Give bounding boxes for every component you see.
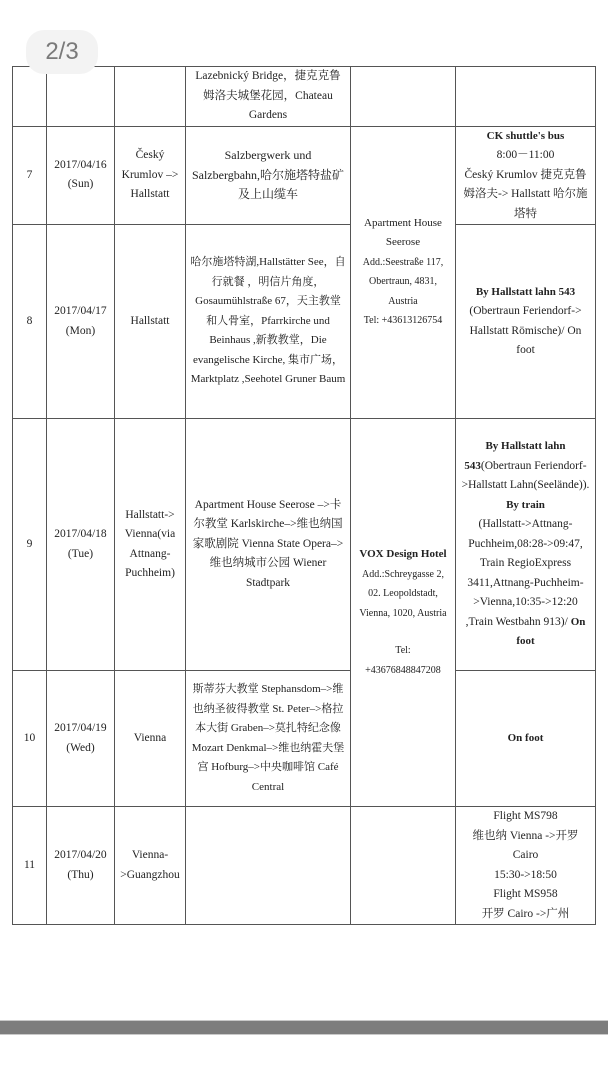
- page-indicator: 2/3: [26, 30, 98, 74]
- table-row: [13, 419, 596, 671]
- day-number-cell: 11: [13, 807, 47, 925]
- date-text: 2017/04/20: [54, 849, 107, 861]
- date-cell: [47, 126, 115, 225]
- transport-bold: On foot: [516, 615, 586, 648]
- transport-text: (Obertraun Feriendorf->Hallstatt Lahn(Seelände)).: [461, 459, 590, 492]
- date-cell: [47, 419, 115, 671]
- day-number-cell: [13, 67, 47, 127]
- transport-cell: [456, 67, 596, 127]
- date-cell: [47, 67, 115, 127]
- transport-detail: Český Krumlov 捷克克鲁姆洛夫-> Hallstatt 哈尔施塔特: [463, 168, 588, 220]
- weekday-text: (Thu): [67, 868, 94, 881]
- route-cell: Hallstatt: [115, 225, 186, 419]
- route-cell: Vienna: [115, 671, 186, 807]
- day-number-cell: 8: [13, 225, 47, 419]
- transport-cell: [456, 126, 596, 225]
- transport-title: CK shuttle's bus: [486, 129, 565, 142]
- table-row: [13, 126, 596, 225]
- date-text: 2017/04/18: [54, 528, 107, 540]
- date-cell: [47, 807, 115, 925]
- table-row: [13, 671, 596, 807]
- transport-bold: By Hallstatt lahn 543: [464, 440, 566, 472]
- flight-number: Flight MS958: [493, 888, 558, 900]
- weekday-text: (Sun): [67, 178, 94, 191]
- hotel-phone-label: Tel:: [395, 645, 411, 656]
- sights-cell: Salzbergwerk und Salzbergbahn,哈尔施塔特盐矿及上山缆车: [186, 126, 351, 225]
- transport-cell: [456, 225, 596, 419]
- route-cell: Hallstatt-> Vienna(via Attnang-Puchheim): [115, 419, 186, 671]
- date-text: 2017/04/17: [54, 305, 107, 317]
- hotel-cell: [351, 67, 456, 127]
- day-number-cell: 10: [13, 671, 47, 807]
- transport-cell: [456, 807, 596, 925]
- route-cell: Vienna->Guangzhou: [115, 807, 186, 925]
- transport-title: By Hallstatt lahn 543: [475, 285, 576, 298]
- day-number-cell: 7: [13, 126, 47, 225]
- hotel-cell-vox: [351, 419, 456, 807]
- transport-text: On foot: [507, 731, 544, 744]
- flight-leg: 维也纳 Vienna ->开罗 Cairo: [472, 829, 579, 861]
- transport-bold: By train: [506, 498, 545, 511]
- day-number-cell: 9: [13, 419, 47, 671]
- hotel-phone: +43676848847208: [365, 664, 441, 676]
- transport-detail: (Obertraun Feriendorf->: [469, 305, 582, 317]
- date-text: 2017/04/16: [54, 158, 107, 171]
- transport-detail: Hallstatt Römische)/ On foot: [469, 324, 582, 356]
- weekday-text: (Mon): [65, 324, 96, 337]
- horizontal-scrollbar[interactable]: [0, 1020, 608, 1035]
- sights-cell: Lazebnický Bridge，捷克克鲁姆洛夫城堡花园，Chateau Gardens: [186, 67, 351, 127]
- hotel-address: Add.:Schreygasse 2, 02. Leopoldstadt, Vienna, 1020, Austria: [359, 568, 447, 619]
- hotel-phone: Tel: +43613126754: [363, 315, 443, 327]
- table-row: [13, 225, 596, 419]
- hotel-cell-seerose: [351, 126, 456, 419]
- spacer: [355, 623, 451, 641]
- table-row: [13, 67, 596, 127]
- weekday-text: (Tue): [67, 547, 94, 560]
- sights-cell: [186, 807, 351, 925]
- date-cell: [47, 671, 115, 807]
- hotel-name: VOX Design Hotel: [359, 548, 447, 560]
- date-cell: [47, 225, 115, 419]
- sights-cell: Apartment House Seerose –>卡尔教堂 Karlskirche–>维也纳国家歌剧院 Vienna State Opera–>维也纳城市公园 Wiener Stadtpark: [186, 419, 351, 671]
- transport-time: 8:00－11:00: [496, 149, 555, 161]
- sights-cell: 哈尔施塔特湖,Hallstätter See，自行就餐 ，明信片角度，Gosaumühlstraße 67，天主教堂和人骨室，Pfarrkirche und Beinhaus ,新教教堂，Die evangelische Kirche, 集市广场，Marktplatz ,Seehotel Gruner Baum: [186, 225, 351, 419]
- route-cell: Český Krumlov –> Hallstatt: [115, 126, 186, 225]
- hotel-name: Apartment House Seerose: [364, 216, 442, 249]
- flight-time: 15:30->18:50: [494, 868, 557, 881]
- date-text: 2017/04/19: [54, 722, 107, 734]
- hotel-address: Add.:Seestraße 117, Obertraun, 4831, Austria: [362, 256, 444, 307]
- flight-number: Flight MS798: [493, 810, 558, 822]
- weekday-text: (Wed): [66, 741, 95, 754]
- table-row: [13, 807, 596, 925]
- sights-cell: 斯蒂芬大教堂 Stephansdom–>维也纳圣彼得教堂 St. Peter–>格拉本大街 Graben–>莫扎特纪念像 Mozart Denkmal–>维也纳霍夫堡宫 Hofburg–>中央咖啡馆 Café Central: [186, 671, 351, 807]
- hotel-cell: [351, 807, 456, 925]
- transport-cell: [456, 419, 596, 671]
- route-cell: [115, 67, 186, 127]
- itinerary-table: [12, 66, 596, 925]
- flight-leg: 开罗 Cairo ->广州: [481, 907, 570, 920]
- transport-text: (Hallstatt->Attnang-Puchheim,08:28->09:47, Train RegioExpress 3411,Attnang-Puchheim->Vienna,10:35->12:20 ,Train Westbahn 913)/: [465, 518, 584, 628]
- transport-cell: [456, 671, 596, 807]
